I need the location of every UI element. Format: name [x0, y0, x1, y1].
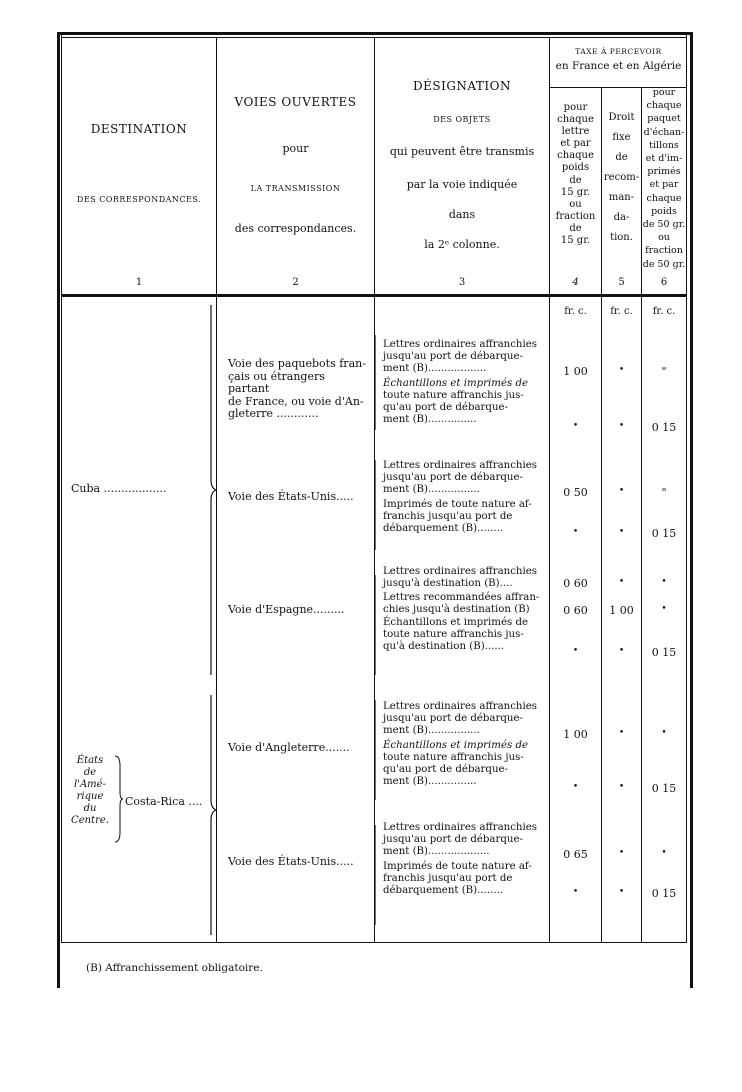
col4-header-line: et par	[560, 138, 591, 150]
unit-col6: fr. c.	[652, 306, 676, 317]
voie-paquebots-line: gleterre ............	[228, 407, 319, 420]
object-6-line: Lettres recommandées affran-	[383, 592, 540, 603]
rate-r7-col5: •	[618, 646, 625, 656]
col6-header-line: chaque	[646, 192, 682, 204]
object-6-line: chies jusqu'à destination (B)	[383, 604, 530, 615]
col2-l1: pour	[282, 142, 309, 155]
rate-r8-col5: •	[618, 728, 625, 738]
col4-header-line: pour	[563, 102, 588, 113]
rate-r7-col6: 0 15	[651, 646, 677, 659]
col5-header-line: fixe	[612, 132, 631, 143]
dest-etats-line: l'Amé-	[74, 779, 106, 790]
col4-header	[550, 102, 601, 247]
col6-header-line: paquet	[647, 113, 681, 125]
object-8-line: ment (B)................	[383, 725, 480, 736]
dest-cuba: Cuba ..................	[71, 482, 167, 495]
col5-num: 5	[618, 277, 625, 288]
col4-header-line: chaque	[557, 150, 594, 162]
col2-title: VOIES OUVERTES	[234, 95, 357, 109]
rate-r10-col6: •	[661, 848, 667, 858]
object-3	[383, 460, 545, 496]
col6-header-line: et d'im-	[645, 153, 683, 165]
frame-left-inner	[61, 32, 62, 942]
rate-r9-col5: •	[618, 782, 625, 792]
voie-etats-unis-costa: Voie des États-Unis.....	[228, 855, 354, 868]
rate-r4-col4: •	[572, 527, 579, 537]
rate-r10-col4: 0 65	[563, 848, 588, 861]
col5-header-line: Droit	[608, 112, 635, 123]
object-11	[383, 861, 545, 897]
voie-paquebots-line: Voie des paquebots fran-	[228, 357, 366, 370]
rate-r11-col4: •	[572, 887, 579, 897]
col4-header-line: ou	[569, 198, 582, 210]
object-10-line: ment (B)...................	[383, 846, 490, 857]
object-1-line: jusqu'au port de débarque-	[383, 351, 523, 362]
col6-header-line: chaque	[646, 100, 682, 112]
col3-l4: dans	[448, 208, 476, 221]
rate-r8-col4: 1 00	[563, 728, 588, 741]
col5-header	[602, 108, 641, 248]
col4-header-line: de	[569, 174, 582, 186]
brace-col3	[370, 320, 380, 930]
object-10-line: Lettres ordinaires affranchies	[383, 822, 537, 833]
rate-r3-col6: "	[661, 486, 667, 499]
object-2-line: qu'au port de débarque-	[383, 402, 508, 413]
col4-header-line: 15 gr.	[560, 235, 591, 247]
col5-header-line: recom-	[603, 172, 640, 183]
footnote: (B) Affranchissement obligatoire.	[86, 962, 263, 974]
object-8-line: Lettres ordinaires affranchies	[383, 701, 537, 712]
col3-l2: qui peuvent être transmis	[389, 145, 535, 158]
dest-etats-amerique-centre	[66, 755, 114, 827]
rate-r11-col5: •	[618, 887, 625, 897]
object-10-line: jusqu'au port de débarque-	[383, 834, 523, 845]
object-2-line: Échantillons et imprimés de	[383, 378, 529, 389]
dest-etats-line: rique	[76, 791, 104, 802]
object-4-line: débarquement (B)........	[383, 523, 504, 534]
col5-header-line: de	[615, 152, 628, 163]
object-9	[383, 740, 545, 788]
object-9-line: ment (B)...............	[383, 776, 477, 787]
col1-sub: DES CORRESPONDANCES.	[76, 195, 202, 204]
taxe-sub: en France et en Algérie	[555, 60, 682, 72]
rate-r2-col4: •	[572, 421, 579, 431]
rate-r10-col5: •	[618, 848, 625, 858]
object-3-line: Lettres ordinaires affranchies	[383, 460, 537, 471]
object-11-line: Imprimés de toute nature af-	[383, 861, 532, 872]
brace-cuba-voies	[205, 300, 217, 680]
dest-etats-line: États	[76, 755, 104, 766]
col6-header-line: poids	[651, 205, 677, 217]
col3-l1: DES OBJETS	[433, 115, 491, 124]
rate-r9-col4: •	[572, 782, 579, 792]
rate-r5-col5: •	[618, 577, 625, 587]
frame-right-inner	[686, 32, 687, 942]
voie-espagne: Voie d'Espagne.........	[228, 603, 345, 616]
dest-costa-rica: Costa-Rica ....	[125, 795, 203, 808]
col3-l5: la 2ᵉ colonne.	[424, 238, 500, 251]
col6-header-line: pour	[652, 87, 676, 98]
col6-header-line: de 50 gr.	[642, 219, 686, 231]
object-4	[383, 499, 545, 535]
col1-num: 1	[135, 277, 143, 288]
rate-r5-col6: •	[661, 577, 667, 587]
object-8	[383, 701, 545, 737]
col5-header-line: tion.	[610, 232, 633, 243]
object-7-line: qu'à destination (B)......	[383, 641, 505, 652]
col6-header-line: de 50 gr.	[642, 258, 686, 270]
object-3-line: ment (B)................	[383, 484, 480, 495]
rate-r3-col4: 0 50	[563, 486, 588, 499]
col6-header-line: fraction	[645, 245, 683, 257]
dest-etats-line: du	[83, 803, 97, 814]
dest-etats-line: Centre.	[71, 815, 109, 826]
col6-header	[642, 86, 686, 271]
object-7	[383, 617, 545, 653]
rate-r1-col5: •	[618, 365, 625, 375]
unit-col5: fr. c.	[610, 306, 633, 317]
dest-etats-line: de	[83, 767, 97, 778]
col4-header-line: lettre	[561, 126, 590, 138]
col4-header-line: poids	[561, 162, 590, 174]
table-bottom	[61, 942, 687, 943]
col1-title: DESTINATION	[90, 122, 188, 136]
rate-r5-col4: 0 60	[563, 577, 588, 590]
rate-r3-col5: •	[618, 486, 625, 496]
object-9-line: toute nature affranchis jus-	[383, 752, 524, 763]
object-6	[383, 592, 545, 616]
col4-header-line: de	[569, 222, 582, 234]
object-2	[383, 378, 545, 426]
rate-r6-col4: 0 60	[563, 604, 588, 617]
rate-r2-col5: •	[618, 421, 625, 431]
object-1-line: Lettres ordinaires affranchies	[383, 339, 537, 350]
frame-top	[57, 32, 693, 35]
object-9-line: qu'au port de débarque-	[383, 764, 508, 775]
col3-l3: par la voie indiquée	[406, 178, 518, 191]
object-4-line: franchis jusqu'au port de	[383, 511, 513, 522]
col6-header-line: d'échan-	[643, 126, 685, 138]
col6-header-line: et par	[649, 179, 679, 191]
object-9-line: Échantillons et imprimés de	[383, 740, 529, 751]
object-11-line: franchis jusqu'au port de	[383, 873, 513, 884]
col4-header-line: fraction	[555, 210, 596, 222]
rate-r9-col6: 0 15	[651, 782, 677, 795]
object-4-line: Imprimés de toute nature af-	[383, 499, 532, 510]
col4-num: 4	[572, 277, 579, 288]
frame-left	[57, 32, 60, 988]
brace-etats	[113, 754, 123, 844]
object-5	[383, 566, 545, 590]
rate-r8-col6: •	[661, 728, 667, 738]
col5-header-line: man-	[608, 192, 635, 203]
rate-r2-col6: 0 15	[651, 421, 677, 434]
rate-r4-col5: •	[618, 527, 625, 537]
rate-r7-col4: •	[572, 646, 579, 656]
col3-num: 3	[458, 277, 466, 288]
voie-paquebots	[228, 358, 368, 421]
voie-paquebots-line: de France, ou voie d'An-	[228, 394, 364, 408]
object-11-line: débarquement (B)........	[383, 885, 504, 896]
voie-etats-unis-cuba: Voie des États-Unis.....	[228, 490, 354, 503]
col4-header-line: 15 gr.	[560, 186, 591, 198]
col2-num: 2	[292, 277, 299, 288]
object-3-line: jusqu'au port de débarque-	[383, 472, 523, 483]
col5-header-line: da-	[613, 212, 630, 223]
rate-r6-col5: 1 00	[609, 604, 634, 617]
object-2-line: ment (B)...............	[383, 414, 477, 425]
col2-l2: LA TRANSMISSION	[250, 184, 341, 193]
object-8-line: jusqu'au port de débarque-	[383, 713, 523, 724]
col6-header-line: primés	[647, 166, 681, 178]
frame-right	[690, 32, 693, 988]
brace-costa-voies	[205, 690, 217, 940]
rate-r4-col6: 0 15	[651, 527, 677, 540]
unit-col4: fr. c.	[564, 306, 587, 317]
rate-r1-col6: "	[661, 365, 667, 378]
object-7-line: toute nature affranchis jus-	[383, 629, 524, 640]
col2-l3: des correspondances.	[234, 222, 357, 235]
object-5-line: Lettres ordinaires affranchies	[383, 566, 537, 577]
voie-angleterre: Voie d'Angleterre.......	[228, 741, 350, 754]
voie-paquebots-line: çais ou étrangers partant	[228, 369, 325, 395]
col6-header-line: ou	[658, 232, 670, 244]
col4-header-line: chaque	[557, 114, 594, 126]
taxe-title: TAXE À PERCEVOIR	[575, 47, 662, 56]
rate-r11-col6: 0 15	[651, 887, 677, 900]
object-5-line: jusqu'à destination (B)....	[383, 578, 513, 589]
object-7-line: Échantillons et imprimés de	[383, 617, 529, 628]
object-10	[383, 822, 545, 858]
header-bottom	[61, 294, 687, 297]
object-2-line: toute nature affranchis jus-	[383, 390, 524, 401]
col3-title: DÉSIGNATION	[412, 79, 512, 93]
object-1-line: ment (B)..................	[383, 363, 487, 374]
object-1	[383, 339, 545, 375]
col6-header-line: tillons	[649, 139, 679, 151]
rate-r6-col6: •	[661, 604, 667, 614]
col6-num: 6	[660, 277, 668, 288]
rate-r1-col4: 1 00	[563, 365, 588, 378]
